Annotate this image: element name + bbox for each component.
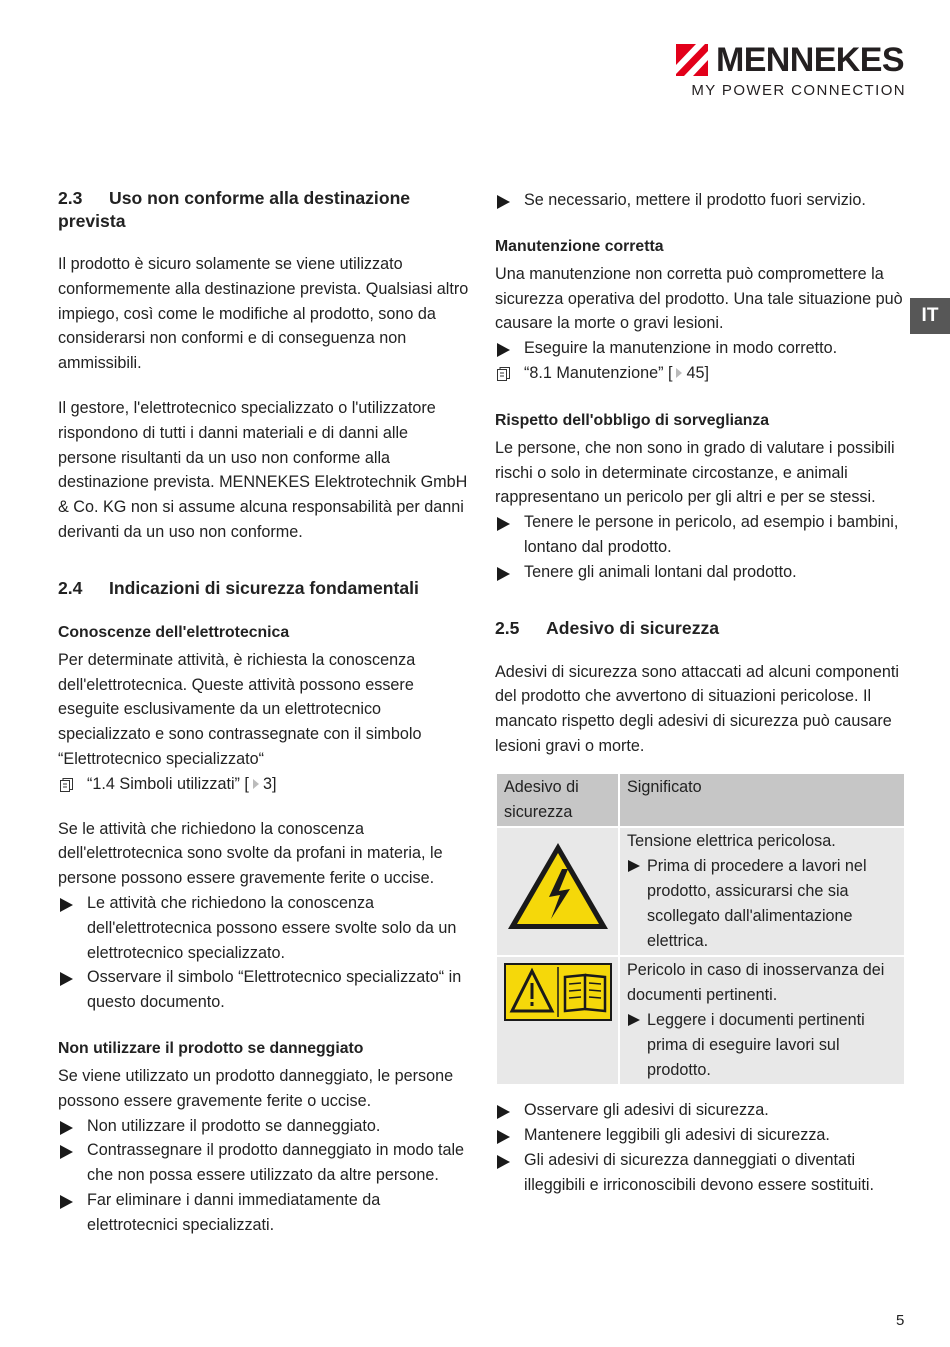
paragraph: Le persone, che non sono in grado di valutare i possibili rischi o solo in determinate circostanze, e animali rappresentano un pericolo per gli altri e per se stessi.	[495, 438, 895, 507]
bullet-item: Eseguire la manutenzione in modo corretto.	[495, 336, 907, 361]
sticker-cell	[496, 827, 619, 956]
bullet-arrow-icon	[60, 1121, 73, 1135]
bullet-item: Tenere le persone in pericolo, ad esempio i bambini, lontano dal prodotto.	[495, 510, 907, 560]
left-column	[58, 184, 470, 1238]
cross-reference[interactable]	[58, 772, 470, 797]
reference-page: 3]	[262, 774, 277, 793]
table-header-cell: Adesivo di sicurezza	[496, 773, 619, 828]
paragraph: Il prodotto è sicuro solamente se viene utilizzato conformemente alla destinazione prevista. Qualsiasi altro impiego, così come le modifiche al prodotto, sono da considerarsi non conformi e di conseguenza non ammissibili.	[58, 255, 469, 373]
section-2-3-heading	[58, 187, 470, 233]
section-title: Adesivo di sicurezza	[546, 617, 720, 638]
bullet-arrow-icon	[60, 1145, 73, 1159]
bullet-arrow-icon	[497, 517, 510, 531]
electrical-hazard-icon	[504, 839, 612, 935]
table-header-row	[496, 773, 905, 828]
bullet-arrow-icon	[497, 195, 510, 209]
bullet-item: Osservare il simbolo “Elettrotecnico specializzato“ in questo documento.	[58, 965, 470, 1015]
table-row	[496, 956, 905, 1085]
bullet-arrow-icon	[497, 1105, 510, 1119]
mennekes-logo-mark-icon	[676, 44, 708, 76]
bullet-arrow-icon	[497, 567, 510, 581]
sticker-bullets	[495, 1098, 907, 1197]
table-row	[496, 827, 905, 956]
section-number: 2.3	[58, 188, 83, 208]
section-number: 2.4	[58, 577, 83, 598]
reference-text: “8.1 Manutenzione” [	[524, 363, 673, 382]
paragraph: Il gestore, l'elettrotecnico specializzato o l'utilizzatore rispondono di tutti i danni materiali e di danni alle persone risultanti da un uso non conforme alla destinazione prevista. MENNEKES Elektrotechnik GmbH & Co. KG non si assume alcuna responsabilità per danni derivanti da un uso non conforme.	[58, 398, 468, 541]
paragraph: Per determinate attività, è richiesta la conoscenza dell'elettrotecnica. Queste attività possono essere eseguite esclusivamente da un elettrotecnico specializzato e sono contrassegnate con il simbolo “Elettrotecnico specializzato“	[58, 650, 422, 768]
section-number: 2.5	[495, 617, 520, 638]
brand-tagline: MY POWER CONNECTION	[691, 82, 906, 99]
bullet-arrow-icon	[628, 1014, 640, 1026]
page-arrow-icon	[676, 368, 682, 378]
bullet-arrow-icon	[497, 1130, 510, 1144]
bullet-arrow-icon	[497, 1155, 510, 1169]
section-title: Indicazioni di sicurezza fondamentali	[109, 577, 419, 598]
language-tab: IT	[910, 298, 950, 334]
meaning-text: Tensione elettrica pericolosa.	[627, 832, 836, 851]
meaning-text: Pericolo in caso di inosservanza dei documenti pertinenti.	[627, 961, 885, 1005]
right-column	[495, 184, 907, 1198]
paragraph: Adesivi di sicurezza sono attaccati ad alcuni componenti del prodotto che avvertono di situazioni pericolose. Il mancato rispetto degli adesivi di sicurezza può causare lesioni gravi o morte.	[495, 662, 900, 755]
table-header-cell: Significato	[619, 773, 905, 828]
paragraph: Se le attività che richiedono la conoscenza dell'elettrotecnica sono svolte da profani in materia, le persone possono essere gravemente ferite o uccise.	[58, 819, 443, 888]
bullet-arrow-icon	[628, 860, 640, 872]
page-number: 5	[896, 1312, 905, 1329]
bullet-item: Osservare gli adesivi di sicurezza.	[495, 1098, 907, 1123]
sticker-cell	[496, 956, 619, 1085]
section-2-5-heading	[495, 617, 907, 640]
document-reference-icon	[60, 778, 73, 792]
bullet-item: Tenere gli animali lontani dal prodotto.	[495, 560, 907, 585]
bullet-item: Leggere i documenti pertinenti prima di eseguire lavori sul prodotto.	[627, 1008, 898, 1082]
section-title: Uso non conforme alla destinazione prevista	[58, 188, 411, 231]
bullet-item: Se necessario, mettere il prodotto fuori servizio.	[495, 188, 907, 213]
meaning-cell	[619, 827, 905, 956]
bullet-item: Mantenere leggibili gli adesivi di sicurezza.	[495, 1123, 907, 1148]
paragraph: Una manutenzione non corretta può compromettere la sicurezza operativa del prodotto. Una tale situazione può causare la morte o gravi lesioni.	[495, 264, 903, 333]
bullet-arrow-icon	[497, 343, 510, 357]
bullet-item: Prima di procedere a lavori nel prodotto, assicurarsi che sia scollegato dall'alimentazione elettrica.	[627, 854, 898, 953]
reference-text: “1.4 Simboli utilizzati” [	[87, 774, 249, 793]
bullet-item: Gli adesivi di sicurezza danneggiati o diventati illeggibili e irriconoscibili devono essere sostituiti.	[495, 1148, 907, 1198]
brand-name: MENNEKES	[716, 41, 904, 79]
bullet-arrow-icon	[60, 898, 73, 912]
page-arrow-icon	[253, 779, 259, 789]
meaning-cell	[619, 956, 905, 1085]
section-2-4-heading	[58, 577, 470, 600]
subheading: Conoscenze dell'elettrotecnica	[58, 623, 290, 641]
bullet-item: Contrassegnare il prodotto danneggiato in modo tale che non possa essere utilizzato da altre persone.	[58, 1138, 470, 1188]
safety-sticker-table	[495, 772, 906, 1087]
subheading: Rispetto dell'obbligo di sorveglianza	[495, 411, 770, 429]
reference-page: 45]	[686, 363, 709, 382]
subheading: Manutenzione corretta	[495, 237, 664, 255]
mennekes-logo	[676, 42, 908, 102]
cross-reference[interactable]	[495, 361, 907, 386]
bullet-item: Non utilizzare il prodotto se danneggiato.	[58, 1114, 470, 1139]
bullet-arrow-icon	[60, 1195, 73, 1209]
bullet-item: Far eliminare i danni immediatamente da elettrotecnici specializzati.	[58, 1188, 470, 1238]
subheading: Non utilizzare il prodotto se danneggiato	[58, 1039, 364, 1057]
paragraph: Se viene utilizzato un prodotto danneggiato, le persone possono essere gravemente ferite o uccise.	[58, 1066, 454, 1110]
document-reference-icon	[497, 367, 510, 381]
bullet-item: Le attività che richiedono la conoscenza dell'elettrotecnica possono essere svolte solo da un elettrotecnico specializzato.	[58, 891, 470, 965]
bullet-arrow-icon	[60, 972, 73, 986]
read-documents-warning-icon	[504, 963, 612, 1021]
